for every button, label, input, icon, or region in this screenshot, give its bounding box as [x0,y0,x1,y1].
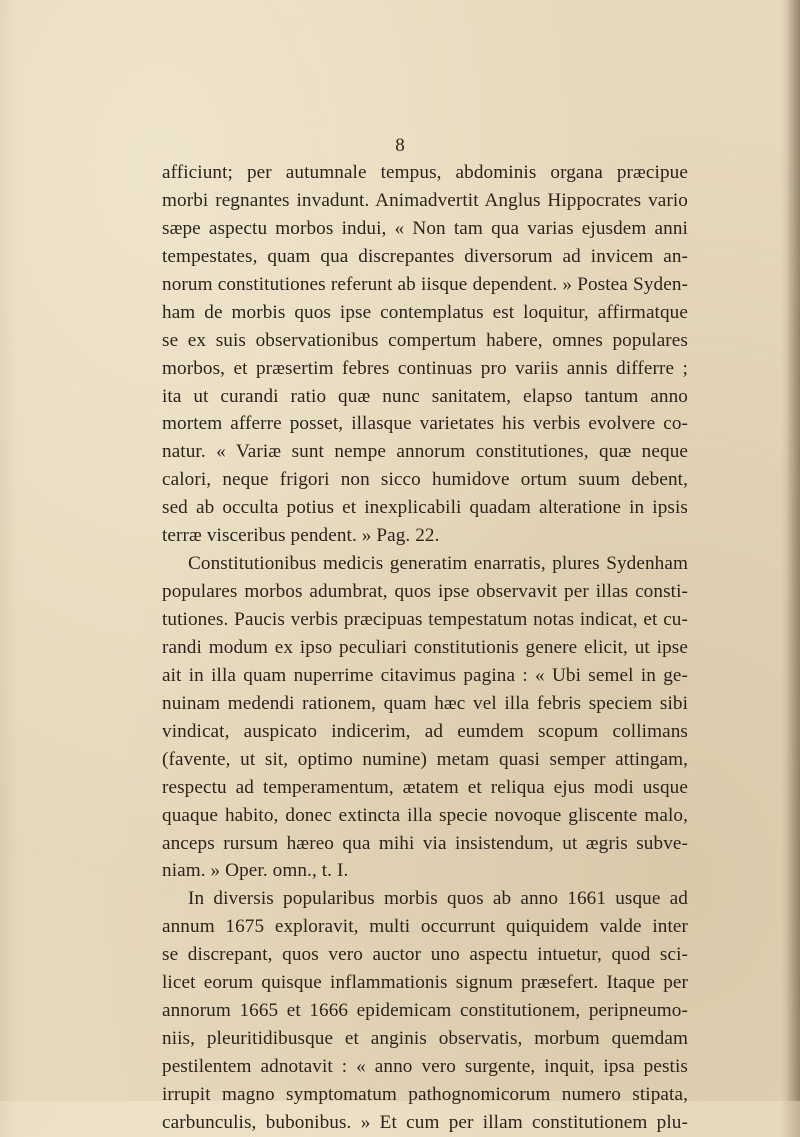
text-line: pestilentem adnotavit : « anno vero surgente, inquit, ipsa pestis [162,1056,688,1077]
text-line: natur. « Variæ sunt nempe annorum constitutiones, quæ neque [162,441,688,463]
text-line: sæpe aspectu morbos indui, « Non tam qua varias ejusdem anni [162,217,688,239]
text-line: annorum 1665 et 1666 epidemicam constitutionem, peripneumo- [162,1000,688,1022]
text-line: terræ visceribus pendent. » Pag. 22. [162,525,440,547]
text-line: Constitutionibus medicis generatim enarratis, plures Sydenham [188,553,688,575]
text-line: carbunculis, bubonibus. » Et cum per illam constitutionem plu- [162,1111,688,1133]
page-edge-shadow [786,0,800,1101]
text-line: morbos, et præsertim febres continuas pro variis annis differre ; [162,357,688,379]
text-line: populares morbos adumbrat, quos ipse observavit per illas consti- [162,581,688,603]
text-line: randi modum ex ipso peculiari constitutionis genere elicit, ut ipse [162,636,688,658]
page-number: 8 [395,135,405,156]
text-line: niam. » Oper. omn., t. I. [162,860,349,882]
text-line: ita ut curandi ratio quæ nunc sanitatem, elapso tantum anno [162,385,688,407]
text-line: nuinam medendi rationem, quam hæc vel illa febris speciem sibi [162,692,688,714]
text-line: calori, neque frigori non sicco humidove ortum suum debent, [162,469,688,491]
text-line: norum constitutiones referunt ab iisque dependent. » Postea Syden- [162,273,688,295]
text-line: anceps rursum hæreo qua mihi via insistendum, ut ægris subve- [162,832,688,854]
text-line: tutiones. Paucis verbis præcipuas tempestatum notas indicat, et cu- [162,609,688,630]
text-line: ait in illa quam nuperrime citavimus pagina : « Ubi semel in ge- [162,664,688,686]
text-line: mortem afferre posset, illasque varietates his verbis evolvere co- [162,413,688,435]
text-line: afficiunt; per autumnale tempus, abdominis organa præcipue [162,162,688,183]
text-line: (favente, ut sit, optimo numine) metam quasi semper attingam, [162,748,688,770]
text-line: sed ab occulta potius et inexplicabili quadam alteratione in ipsis [162,497,688,519]
body-text [162,159,688,1137]
text-line: quaque habito, donec extincta illa specie novoque gliscente malo, [162,804,688,826]
text-line: licet eorum quisque inflammationis signum præsefert. Itaque per [162,972,688,994]
text-line: morbi regnantes invadunt. Animadvertit Anglus Hippocrates vario [162,189,688,211]
text-line: respectu ad temperamentum, ætatem et reliqua ejus modi usque [162,776,688,798]
text-line: niis, pleuritidibusque et anginis observatis, morbum quemdam [162,1028,688,1050]
text-line: annum 1675 exploravit, multi occurrunt quiquidem valde inter [162,916,688,938]
text-line: In diversis popularibus morbis quos ab anno 1661 usque ad [188,888,688,910]
text-line: se ex suis observationibus compertum habere, omnes populares [162,329,688,351]
text-line: irrupit magno symptomatum pathognomicorum numero stipata, [162,1083,688,1105]
text-line: se discrepant, quos vero auctor uno aspectu intuetur, quod sci- [162,944,688,966]
text-line: tempestates, quam qua discrepantes diversorum ad invicem an- [162,245,688,267]
text-line: ham de morbis quos ipse contemplatus est loquitur, affirmatque [162,301,688,323]
text-line: vindicat, auspicato indicerim, ad eumdem scopum collimans [162,720,688,742]
